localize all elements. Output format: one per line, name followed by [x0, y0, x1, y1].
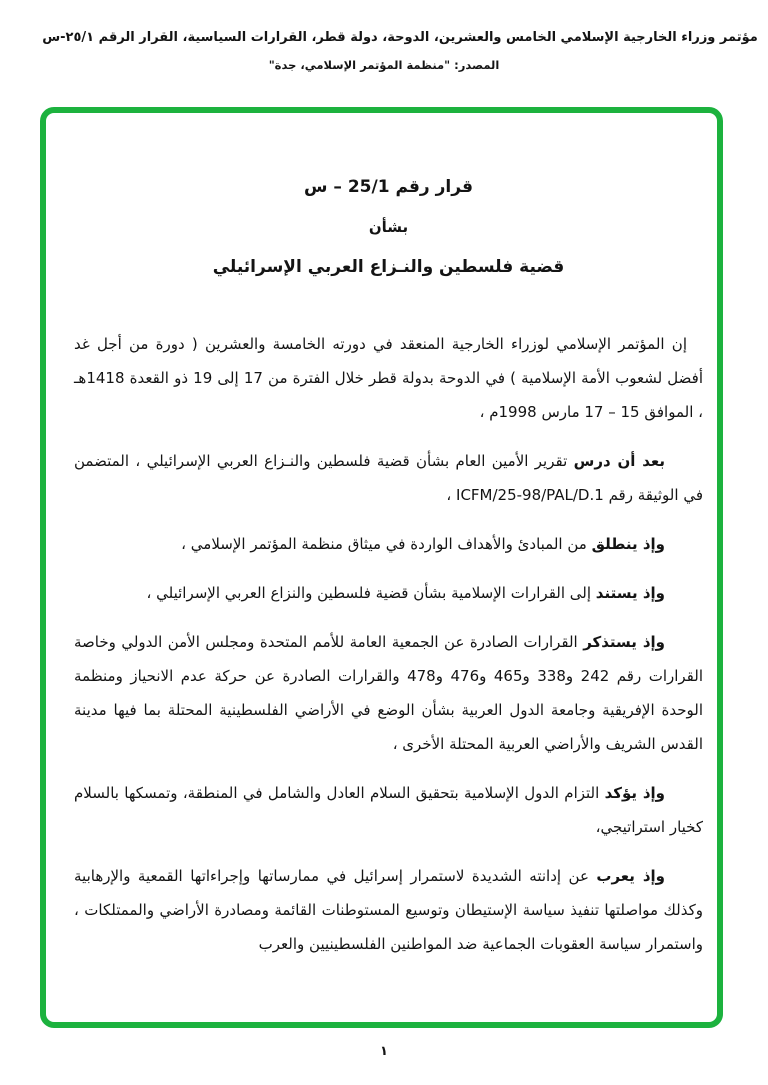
header-citation: مؤتمر وزراء الخارجية الإسلامي الخامس والعشرين، الدوحة، دولة قطر، القرارات السياسية، القرار الرقم ٢٥/١-س — [42, 30, 758, 45]
paragraph-text: التزام الدول الإسلامية بتحقيق السلام العادل والشامل في المنطقة، وتمسكها بالسلام كخيار استراتيجي، — [74, 784, 703, 836]
document-paragraph — [74, 776, 703, 844]
paragraph-lead: وإذ يستند — [595, 584, 665, 602]
document-body — [46, 113, 717, 1022]
paragraph-lead: وإذ يؤكد — [604, 784, 665, 802]
paragraph-text: من المبادئ والأهداف الواردة في ميثاق منظمة المؤتمر الإسلامي ، — [181, 535, 592, 553]
resolution-number-title: قرار رقم 25/1 – س — [304, 177, 473, 197]
document-paragraph — [74, 859, 703, 961]
document-paragraph — [74, 527, 703, 561]
paragraph-text: القرارات الصادرة عن الجمعية العامة للأمم المتحدة ومجلس الأمن الدولي وخاصة القرارات رقم 242 و338 و465 و476 و478 والقرارات الصادرة عن حركة عدم الانحياز ومنظمة الوحدة الإفريقية وجامعة الدول العربية بشأن الوضع في الأراضي الفلسطينية المحتلة بما فيها مدينة القدس الشريف والأراضي العربية المحتلة الأخرى ، — [74, 633, 703, 753]
paragraph-text: تقرير الأمين العام بشأن قضية فلسطين والنـزاع العربي الإسرائيلي ، المتضمن في الوثيقة رقم ICFM/25-98/PAL/D.1 ، — [74, 452, 703, 504]
document-paragraph — [74, 327, 703, 429]
document-frame — [40, 107, 723, 1028]
paragraph-lead: بعد أن درس — [573, 452, 665, 470]
paragraph-lead: وإذ يستذكر — [583, 633, 665, 651]
paragraph-lead: وإذ ينطلق — [591, 535, 665, 553]
paragraph-text: إلى القرارات الإسلامية بشأن قضية فلسطين والنزاع العربي الإسرائيلي ، — [146, 584, 596, 602]
document-paragraph — [74, 576, 703, 610]
page-number: ١ — [380, 1044, 388, 1059]
paragraph-text: عن إدانته الشديدة لاستمرار إسرائيل في ممارساتها وإجراءاتها القمعية والإرهابية وكذلك مواصلتها تنفيذ سياسة الإستيطان وتوسيع المستوطنات القائمة ومصادرة الأراضي والممتلكات ، واستمرار سياسة العقوبات الجماعية ضد المواطنين الفلسطينيين والعرب — [74, 867, 703, 953]
paragraph-text: إن المؤتمر الإسلامي لوزراء الخارجية المنعقد في دورته الخامسة والعشرين ( دورة من أجل غد أفضل لشعوب الأمة الإسلامية ) في الدوحة بدولة قطر خلال الفترة من 17 إلى 19 ذو القعدة 1418هـ ، الموافق 15 – 17 مارس 1998م ، — [74, 335, 703, 421]
document-paragraph — [74, 625, 703, 761]
document-paragraph — [74, 444, 703, 512]
subject-label: بشأن — [368, 218, 409, 236]
paragraph-lead: وإذ يعرب — [596, 867, 665, 885]
subject-title: قضية فلسطين والنـزاع العربي الإسرائيلي — [212, 257, 565, 277]
header-source: المصدر: "منظمة المؤتمر الإسلامي، جدة" — [268, 58, 500, 72]
